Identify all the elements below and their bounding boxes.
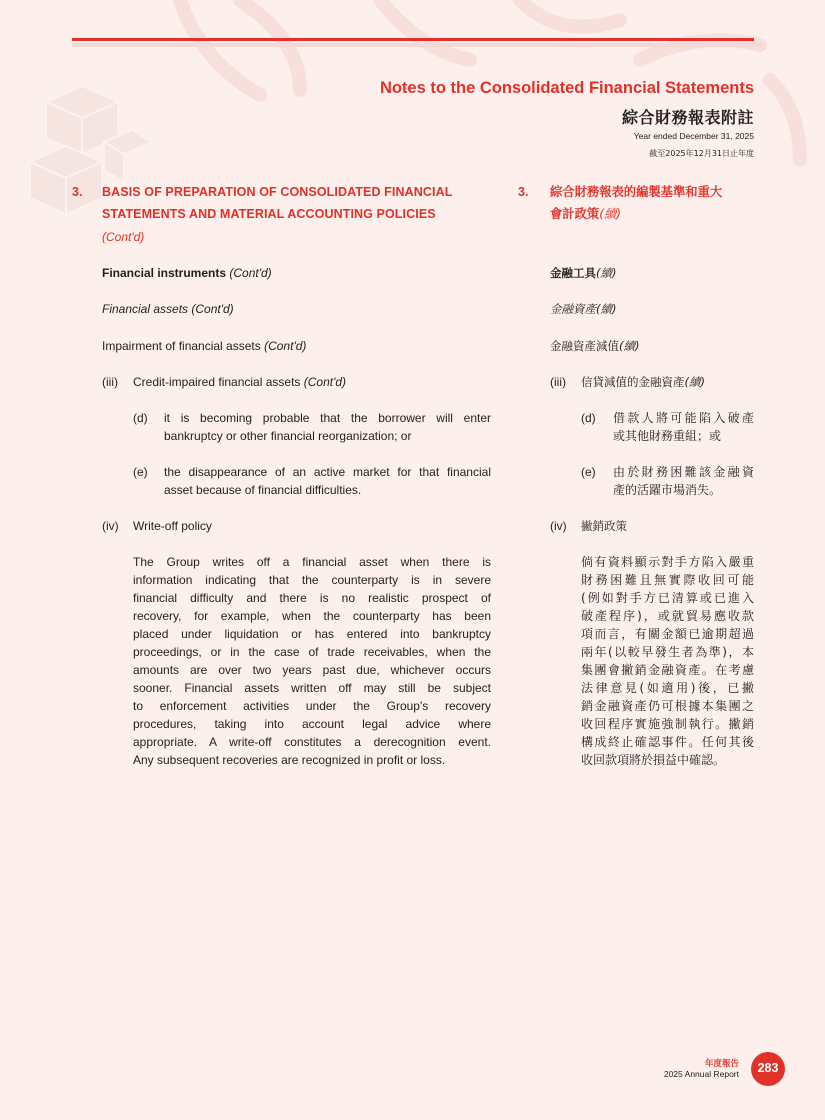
paragraph-line-cn: 銷金融資產仍可根據本集團之: [581, 699, 754, 713]
paragraph-line: to enforcement activities under the Group's recovery: [133, 699, 491, 713]
paragraph-line-cn: 倘有資料顯示對手方陷入嚴重: [581, 555, 754, 569]
item-e-line-cn: 由於財務困難該金融資: [613, 465, 754, 479]
paragraph-line: Any subsequent recoveries are recognized in profit or loss.: [133, 753, 446, 767]
item-e-line: the disappearance of an active market for that financial: [164, 465, 491, 479]
section-contd-cn: (續): [599, 207, 622, 221]
item-iv-number: (iv): [102, 519, 119, 533]
section-title-cn-line1: 綜合財務報表的編製基準和重大: [550, 185, 723, 199]
item-e-line: asset because of financial difficulties.: [164, 483, 362, 497]
item-iii-label-cn-text: 信貸減值的金融資產: [581, 375, 685, 389]
heading-financial-assets-cn-contd: (續): [596, 302, 617, 316]
heading-impairment-text: Impairment of financial assets: [102, 339, 261, 353]
item-e-number-cn: (e): [581, 465, 596, 479]
paragraph-line-cn: 財務困難且無實際收回可能: [581, 573, 754, 587]
paragraph-line: proceedings, or in the case of trade receivables, when the: [133, 645, 491, 659]
paragraph-line: sooner. Financial assets written off may still be subject: [133, 681, 491, 695]
item-d-number-cn: (d): [581, 411, 596, 425]
item-iv-label-cn: 撇銷政策: [581, 519, 627, 533]
year-ended-cn: 截至2025年12月31日止年度: [649, 149, 754, 158]
item-d-line-cn: 或其他財務重組；或: [613, 429, 722, 443]
paragraph-line-cn: 兩年(以較早發生者為準)，本: [581, 645, 754, 659]
paragraph-line-cn: 項而言，有關金額已逾期超過: [581, 627, 754, 641]
paragraph-line: placed under liquidation or has entered into bankruptcy: [133, 627, 491, 641]
item-iii-contd: (Cont'd): [303, 375, 347, 389]
item-d-line: bankruptcy or other financial reorganization; or: [164, 429, 412, 443]
paragraph-line-cn: (例如對手方已清算或已進入: [581, 591, 754, 605]
item-d-line-cn: 借款人將可能陷入破產: [613, 411, 754, 425]
item-iii-label-cn: [581, 373, 705, 391]
item-d-text: [164, 409, 491, 445]
footer-report-cn: 年度報告: [704, 1059, 739, 1069]
item-e-text: [164, 463, 491, 499]
item-iii-label-text: Credit-impaired financial assets: [133, 375, 301, 389]
heading-impairment-contd: (Cont'd): [264, 339, 307, 353]
write-off-paragraph-cn: [581, 553, 754, 769]
page-title-cn: 綜合財務報表附註: [621, 108, 754, 127]
item-d-number: (d): [133, 411, 148, 425]
page-number: 283: [757, 1061, 779, 1075]
heading-financial-assets: Financial assets (Cont'd): [102, 302, 234, 316]
heading-impairment-cn-text: 金融資產減值: [550, 339, 619, 353]
footer-report-en: 2025 Annual Report: [663, 1069, 739, 1079]
section-number-cn: 3.: [518, 185, 529, 199]
paragraph-line-cn: 構成終止確認事件。任何其後: [581, 735, 754, 749]
page-title: Notes to the Consolidated Financial Statements: [379, 79, 754, 97]
heading-impairment: [102, 337, 306, 355]
heading-financial-instruments-cn-contd: (續): [596, 266, 617, 280]
item-e-line-cn: 產的活躍市場消失。: [613, 483, 722, 497]
paragraph-line-cn: 法律意見(如適用)後，已撇: [581, 681, 754, 695]
item-d-text-cn: [613, 409, 754, 445]
top-rule: [72, 38, 754, 41]
paragraph-line: appropriate. A write-off constitutes a derecognition event.: [133, 735, 491, 749]
paragraph-line-cn: 破產程序)，或就貿易應收款: [581, 609, 754, 623]
item-iii-contd-cn: (續): [684, 375, 705, 389]
item-iv-number-cn: (iv): [550, 519, 567, 533]
heading-financial-instruments-text: Financial instruments: [102, 266, 227, 280]
paragraph-line-cn: 收回款項將於損益中確認。: [581, 753, 726, 767]
write-off-paragraph: [133, 553, 491, 769]
paragraph-line: The Group writes off a financial asset when there is: [133, 555, 491, 569]
paragraph-line: financial difficulty and there is no realistic prospect of: [133, 591, 491, 605]
item-d-line: it is becoming probable that the borrower will enter: [164, 411, 491, 425]
paragraph-line: amounts are over two years past due, whichever occurs: [133, 663, 491, 677]
heading-impairment-cn: [550, 337, 639, 355]
section-title-line1: BASIS OF PREPARATION OF CONSOLIDATED FINANCIAL: [102, 185, 453, 199]
section-number: 3.: [72, 185, 83, 199]
section-title-cn-line2: [550, 205, 621, 223]
section-title-line2: STATEMENTS AND MATERIAL ACCOUNTING POLICIES: [102, 207, 436, 221]
heading-financial-instruments-contd: (Cont'd): [229, 266, 272, 280]
year-ended: Year ended December 31, 2025: [633, 131, 754, 141]
paragraph-line: recovery, for example, when the counterparty has been: [133, 609, 491, 623]
item-iv-label: Write-off policy: [133, 519, 212, 533]
heading-financial-assets-cn: [550, 300, 616, 318]
paragraph-line: information indicating that the counterparty is in severe: [133, 573, 491, 587]
heading-impairment-cn-contd: (續): [619, 339, 640, 353]
paragraph-line-cn: 收回程序實施強制執行。撇銷: [581, 717, 754, 731]
item-iii-number-cn: (iii): [550, 375, 566, 389]
paragraph-line-cn: 集團會撇銷金融資產。在考慮: [581, 663, 754, 677]
top-rule-shadow: [72, 43, 762, 47]
paragraph-line: procedures, taking into account legal advice where: [133, 717, 491, 731]
section-contd: (Cont'd): [102, 230, 145, 244]
item-iii-label: [133, 373, 346, 391]
heading-financial-instruments: [102, 264, 272, 282]
heading-financial-instruments-cn-text: 金融工具: [550, 266, 596, 280]
item-e-text-cn: [613, 463, 754, 499]
item-iii-number: (iii): [102, 375, 118, 389]
heading-financial-instruments-cn: [550, 264, 616, 282]
item-e-number: (e): [133, 465, 148, 479]
section-title-cn-line2-text: 會計政策: [550, 207, 600, 221]
heading-financial-assets-cn-text: 金融資產: [550, 302, 596, 316]
